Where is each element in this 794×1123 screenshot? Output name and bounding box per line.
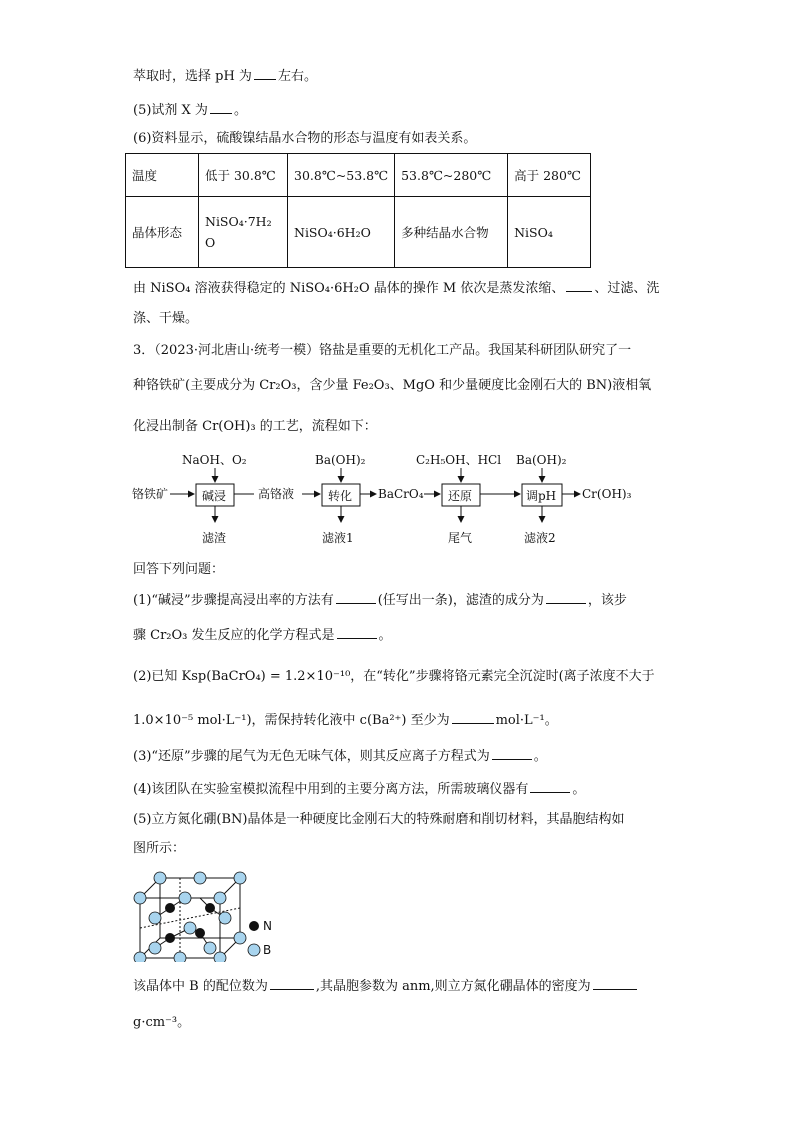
- q3-line-3: [133, 418, 377, 436]
- b-atom: [204, 942, 216, 954]
- table-row: [126, 154, 591, 197]
- text: 。: [533, 749, 547, 764]
- answer-blank[interactable]: [210, 100, 232, 114]
- q5-line-3: [133, 976, 639, 996]
- q4-question: [133, 779, 585, 799]
- q3-line-1: [133, 342, 631, 360]
- legend-n-label: N: [263, 919, 272, 933]
- q1-line-1: [133, 590, 627, 610]
- b-atom: [154, 872, 166, 884]
- answer-blank[interactable]: [546, 590, 586, 604]
- text: (6)资料显示，硫酸镍结晶水合物的形态与温度有如表关系。: [133, 131, 477, 146]
- q5-line-4: [133, 1014, 190, 1032]
- text: mol·L⁻¹。: [495, 713, 558, 728]
- b-atom: [134, 952, 146, 962]
- table-cell: 温度: [126, 154, 199, 197]
- flow-box-label: 调pH: [526, 489, 557, 503]
- flow-output: 滤液1: [322, 531, 354, 545]
- text: (4)该团队在实验室模拟流程中用到的主要分离方法，所需玻璃仪器有: [133, 782, 529, 797]
- flow-output: 滤液2: [524, 531, 556, 545]
- table-cell: NiSO₄·6H₂O: [288, 197, 395, 268]
- flow-start: 铬铁矿: [132, 487, 169, 501]
- text: (1)“碱浸”步骤提高浸出率的方法有: [133, 593, 334, 608]
- line-ph: [133, 66, 317, 86]
- text: 化浸出制备 Cr(OH)₃ 的工艺，流程如下：: [133, 419, 377, 434]
- flow-intermediate: 高铬液: [258, 487, 295, 501]
- flow-end: Cr(OH)₃: [582, 487, 632, 501]
- text: 3．（2023·河北唐山·统考一模）铬盐是重要的无机化工产品。我国某科研团队研究了一: [133, 343, 632, 358]
- b-atom: [234, 872, 246, 884]
- text: (5)立方氮化硼(BN)晶体是一种硬度比金刚石大的特殊耐磨和削切材料，其晶胞结构如: [133, 812, 625, 827]
- flow-output: 滤渣: [202, 531, 227, 545]
- answer-blank[interactable]: [492, 746, 532, 760]
- table-cell: [199, 197, 288, 268]
- text: 涤、干燥。: [133, 311, 199, 326]
- n-atom: [205, 903, 215, 913]
- process-flow-diagram: [130, 450, 670, 550]
- flow-output: 尾气: [448, 531, 473, 545]
- table-cell: 30.8℃~53.8℃: [288, 154, 395, 197]
- table-cell: 53.8℃~280℃: [395, 154, 508, 197]
- text: 。: [233, 103, 247, 118]
- legend-b-swatch: [248, 944, 260, 956]
- table-cell: NiSO₄: [508, 197, 591, 268]
- text: 种铬铁矿(主要成分为 Cr₂O₃，含少量 Fe₂O₃、MgO 和少量硬度比金刚石大的 BN)液相氧: [133, 378, 652, 393]
- table-cell: 晶体形态: [126, 197, 199, 268]
- b-atom: [179, 892, 191, 904]
- q1-line-2: [133, 625, 392, 645]
- b-atom: [149, 912, 161, 924]
- questions-intro: [133, 561, 224, 579]
- q2-line-1: [133, 668, 655, 686]
- b-atom: [134, 892, 146, 904]
- b-atom: [174, 952, 186, 962]
- flow-reagent: NaOH、O₂: [182, 453, 247, 467]
- n-atom: [165, 903, 175, 913]
- answer-blank[interactable]: [336, 590, 376, 604]
- text: 。: [378, 628, 392, 643]
- flow-reagent: C₂H₅OH、HCl: [416, 453, 502, 467]
- text: NiSO₄·7H₂: [205, 214, 272, 229]
- legend-n-swatch: [249, 921, 259, 931]
- b-atom: [234, 932, 246, 944]
- text: 萃取时，选择 pH 为: [133, 69, 252, 84]
- text: 回答下列问题：: [133, 562, 225, 577]
- flow-box-label: 转化: [328, 489, 353, 503]
- q3-line-2: [133, 377, 651, 395]
- text: 骤 Cr₂O₃ 发生反应的化学方程式是: [133, 628, 335, 643]
- n-atom: [165, 933, 175, 943]
- text: 由 NiSO₄ 溶液获得稳定的 NiSO₄·6H₂O 晶体的操作 M 依次是蒸发浓缩、: [133, 281, 565, 296]
- flow-reagent: Ba(OH)₂: [516, 453, 567, 467]
- line-operation-m-2: [133, 310, 198, 328]
- line-table-intro: [133, 130, 476, 148]
- text: 。: [572, 782, 586, 797]
- table-cell: 高于 280℃: [508, 154, 591, 197]
- answer-blank[interactable]: [593, 976, 637, 990]
- text: 图所示：: [133, 841, 186, 856]
- text: (2)已知 Ksp(BaCrO₄) = 1.2×10⁻¹⁰，在“转化”步骤将铬元素完全沉淀时(离子浓度不大于: [133, 669, 655, 684]
- line-reagent-x: [133, 100, 247, 120]
- b-atom: [194, 872, 206, 884]
- legend-b-label: B: [263, 943, 272, 957]
- text: (任写出一条)，滤渣的成分为: [377, 593, 544, 608]
- n-atom: [195, 928, 205, 938]
- nickel-sulfate-table: [125, 153, 591, 268]
- text: 该晶体中 B 的配位数为: [133, 979, 268, 994]
- table-row: [126, 197, 591, 268]
- flow-reagent: Ba(OH)₂: [315, 453, 366, 467]
- b-atom: [214, 952, 226, 962]
- line-operation-m: [133, 278, 659, 298]
- bn-unit-cell-diagram: [130, 870, 290, 962]
- q5-line-2: [133, 840, 185, 858]
- answer-blank[interactable]: [530, 779, 570, 793]
- b-atom: [149, 942, 161, 954]
- b-atom: [184, 922, 196, 934]
- q3-question: [133, 746, 547, 766]
- answer-blank[interactable]: [452, 710, 494, 724]
- b-atom: [214, 892, 226, 904]
- text: (3)“还原”步骤的尾气为无色无味气体，则其反应离子方程式为: [133, 749, 490, 764]
- answer-blank[interactable]: [254, 66, 276, 80]
- text: 、过滤、洗: [594, 281, 660, 296]
- answer-blank[interactable]: [270, 976, 314, 990]
- table-cell: 低于 30.8℃: [199, 154, 288, 197]
- text: 1.0×10⁻⁵ mol·L⁻¹)，需保持转化液中 c(Ba²⁺) 至少为: [133, 713, 450, 728]
- flow-intermediate: BaCrO₄: [378, 487, 424, 501]
- q5-line-1: [133, 811, 625, 829]
- text: O: [205, 235, 216, 250]
- text: ，该步: [587, 593, 627, 608]
- text: 左右。: [277, 69, 317, 84]
- table-cell: 多种结晶水合物: [395, 197, 508, 268]
- answer-blank[interactable]: [566, 278, 592, 292]
- text: (5)试剂 X 为: [133, 103, 208, 118]
- text: ,其晶胞参数为 anm,则立方氮化硼晶体的密度为: [315, 979, 591, 994]
- b-atom: [219, 912, 231, 924]
- text: g·cm⁻³。: [133, 1015, 191, 1030]
- q2-line-2: [133, 710, 558, 730]
- answer-blank[interactable]: [337, 625, 377, 639]
- flow-box-label: 碱浸: [202, 489, 227, 503]
- flow-box-label: 还原: [448, 489, 473, 503]
